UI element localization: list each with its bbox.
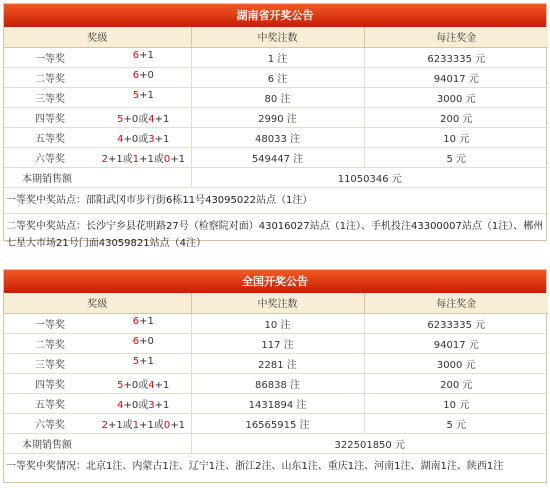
prize-amount: 94017 元 bbox=[364, 67, 548, 87]
prize-combo bbox=[96, 376, 191, 391]
prize-combo bbox=[96, 50, 191, 65]
combo-red-digit: 5 bbox=[117, 113, 124, 125]
table-row bbox=[4, 333, 548, 353]
hunan-title: 湖南省开奖公告 bbox=[4, 4, 546, 27]
sales-label: 本期销售额 bbox=[4, 433, 191, 453]
prize-amount: 3000 元 bbox=[364, 87, 548, 107]
combo-suffix: +1或 bbox=[107, 419, 133, 431]
national-announcement-panel bbox=[3, 269, 547, 483]
winner-count: 2990 注 bbox=[191, 107, 364, 127]
sales-row bbox=[4, 433, 548, 453]
combo-red-digit: 6 bbox=[132, 315, 140, 327]
header-amount: 每注奖金 bbox=[364, 27, 548, 47]
combo-suffix: +0 bbox=[139, 69, 154, 81]
prize-combo bbox=[96, 110, 191, 125]
combo-suffix: +1 bbox=[139, 355, 154, 367]
combo-red-digit: 6 bbox=[132, 49, 140, 61]
winner-count: 10 注 bbox=[191, 313, 364, 333]
prize-level: 四等奖 bbox=[35, 113, 65, 125]
combo-suffix: +1 bbox=[139, 89, 154, 101]
combo-red-digit: 4 bbox=[117, 399, 124, 411]
table-row bbox=[4, 313, 548, 333]
combo-red-digit: 6 bbox=[132, 69, 140, 81]
table-row bbox=[4, 373, 548, 393]
prize-level: 五等奖 bbox=[35, 399, 65, 411]
winner-count: 1431894 注 bbox=[191, 393, 364, 413]
combo-suffix: +1或 bbox=[139, 153, 164, 165]
prize-level: 二等奖 bbox=[35, 73, 65, 85]
table-row bbox=[4, 413, 548, 433]
header-amount: 每注奖金 bbox=[364, 293, 548, 313]
table-row bbox=[4, 353, 548, 373]
prize-level: 五等奖 bbox=[35, 133, 65, 145]
combo-red-digit: 4 bbox=[117, 133, 124, 145]
table-row bbox=[4, 393, 548, 413]
prize-combo bbox=[96, 90, 191, 105]
winner-count: 1 注 bbox=[191, 47, 364, 67]
prize-level: 三等奖 bbox=[35, 93, 65, 105]
winning-station-note: 一等奖中奖站点：邵阳武冈市步行街6栋11号43095022站点（1注） bbox=[4, 188, 546, 214]
sales-row bbox=[4, 167, 548, 187]
combo-red-digit: 2 bbox=[101, 153, 108, 165]
national-title: 全国开奖公告 bbox=[4, 270, 546, 293]
header-count: 中奖注数 bbox=[191, 27, 364, 47]
prize-cell bbox=[4, 127, 191, 147]
prize-level: 六等奖 bbox=[35, 419, 65, 431]
prize-level: 四等奖 bbox=[35, 379, 65, 391]
prize-cell bbox=[4, 313, 191, 333]
prize-combo bbox=[96, 150, 191, 165]
combo-suffix: +0或 bbox=[123, 399, 149, 411]
sales-label: 本期销售额 bbox=[4, 167, 191, 187]
prize-cell bbox=[4, 107, 191, 127]
hunan-notes bbox=[4, 188, 546, 256]
combo-suffix: +1 bbox=[170, 153, 185, 165]
prize-combo bbox=[96, 316, 191, 331]
table-row bbox=[4, 147, 548, 167]
national-prize-table bbox=[4, 293, 548, 454]
winner-count: 16565915 注 bbox=[191, 413, 364, 433]
prize-level: 一等奖 bbox=[35, 53, 65, 65]
prize-amount: 6233335 元 bbox=[364, 47, 548, 67]
combo-red-digit: 6 bbox=[132, 335, 140, 347]
sales-value: 11050346 元 bbox=[191, 167, 548, 187]
winner-count: 2281 注 bbox=[191, 353, 364, 373]
prize-cell bbox=[4, 67, 191, 87]
combo-red-digit: 1 bbox=[132, 419, 140, 431]
prize-cell bbox=[4, 413, 191, 433]
combo-red-digit: 4 bbox=[148, 113, 155, 125]
prize-level: 六等奖 bbox=[35, 153, 65, 165]
table-row bbox=[4, 47, 548, 67]
combo-suffix: +1 bbox=[139, 49, 154, 61]
winner-count: 117 注 bbox=[191, 333, 364, 353]
combo-red-digit: 4 bbox=[148, 379, 155, 391]
combo-suffix: +1或 bbox=[107, 153, 133, 165]
winner-count: 6 注 bbox=[191, 67, 364, 87]
prize-combo bbox=[96, 416, 191, 431]
prize-cell bbox=[4, 373, 191, 393]
prize-level: 三等奖 bbox=[35, 359, 65, 371]
winner-count: 549447 注 bbox=[191, 147, 364, 167]
winning-station-note: 一等奖中奖情况：北京1注、内蒙古1注、辽宁1注、浙江2注、山东1注、重庆1注、河南1注、湖南1注、陕西1注 bbox=[6, 460, 504, 472]
prize-amount: 200 元 bbox=[364, 373, 548, 393]
combo-suffix: +1或 bbox=[139, 419, 164, 431]
prize-amount: 5 元 bbox=[364, 147, 548, 167]
combo-red-digit: 3 bbox=[148, 399, 155, 411]
winner-count: 80 注 bbox=[191, 87, 364, 107]
prize-amount: 10 元 bbox=[364, 127, 548, 147]
hunan-announcement-panel bbox=[3, 3, 547, 249]
combo-red-digit: 0 bbox=[163, 419, 171, 431]
table-row bbox=[4, 127, 548, 147]
combo-red-digit: 5 bbox=[132, 355, 140, 367]
combo-suffix: +0或 bbox=[123, 379, 149, 391]
combo-red-digit: 0 bbox=[163, 153, 171, 165]
prize-cell bbox=[4, 333, 191, 353]
combo-suffix: +1 bbox=[154, 113, 170, 125]
winner-count: 48033 注 bbox=[191, 127, 364, 147]
combo-red-digit: 1 bbox=[132, 153, 140, 165]
combo-red-digit: 5 bbox=[117, 379, 124, 391]
combo-suffix: +1 bbox=[154, 133, 170, 145]
winner-count: 86838 注 bbox=[191, 373, 364, 393]
combo-suffix: +1 bbox=[154, 399, 170, 411]
prize-cell bbox=[4, 87, 191, 107]
winning-station-note: 二等奖中奖站点：长沙宁乡县花明路27号（检察院对面）43016027站点（1注）、手机投注43300007站点（1注）、郴州七星大市场21号门面43059821站点（4注） bbox=[6, 220, 544, 249]
hunan-prize-table bbox=[4, 27, 548, 188]
combo-suffix: +0或 bbox=[123, 133, 149, 145]
prize-amount: 3000 元 bbox=[364, 353, 548, 373]
prize-cell bbox=[4, 47, 191, 67]
header-count: 中奖注数 bbox=[191, 293, 364, 313]
combo-red-digit: 2 bbox=[101, 419, 108, 431]
prize-amount: 5 元 bbox=[364, 413, 548, 433]
table-row bbox=[4, 87, 548, 107]
combo-suffix: +1 bbox=[170, 419, 185, 431]
combo-suffix: +1 bbox=[154, 379, 170, 391]
prize-level: 一等奖 bbox=[35, 319, 65, 331]
prize-cell bbox=[4, 353, 191, 373]
combo-red-digit: 3 bbox=[148, 133, 155, 145]
prize-amount: 200 元 bbox=[364, 107, 548, 127]
prize-amount: 6233335 元 bbox=[364, 313, 548, 333]
sales-value: 322501850 元 bbox=[191, 433, 548, 453]
prize-combo bbox=[96, 396, 191, 411]
prize-amount: 10 元 bbox=[364, 393, 548, 413]
combo-suffix: +0 bbox=[139, 335, 154, 347]
combo-suffix: +1 bbox=[139, 315, 154, 327]
prize-cell bbox=[4, 147, 191, 167]
prize-combo bbox=[96, 356, 191, 371]
table-row bbox=[4, 107, 548, 127]
combo-suffix: +0或 bbox=[123, 113, 149, 125]
prize-combo bbox=[96, 130, 191, 145]
prize-level: 二等奖 bbox=[35, 339, 65, 351]
table-row bbox=[4, 67, 548, 87]
prize-amount: 94017 元 bbox=[364, 333, 548, 353]
combo-red-digit: 5 bbox=[132, 89, 140, 101]
prize-cell bbox=[4, 393, 191, 413]
national-notes bbox=[4, 454, 546, 479]
header-level: 奖级 bbox=[4, 293, 191, 313]
header-level: 奖级 bbox=[4, 27, 191, 47]
prize-combo bbox=[96, 336, 191, 351]
prize-combo bbox=[96, 70, 191, 85]
